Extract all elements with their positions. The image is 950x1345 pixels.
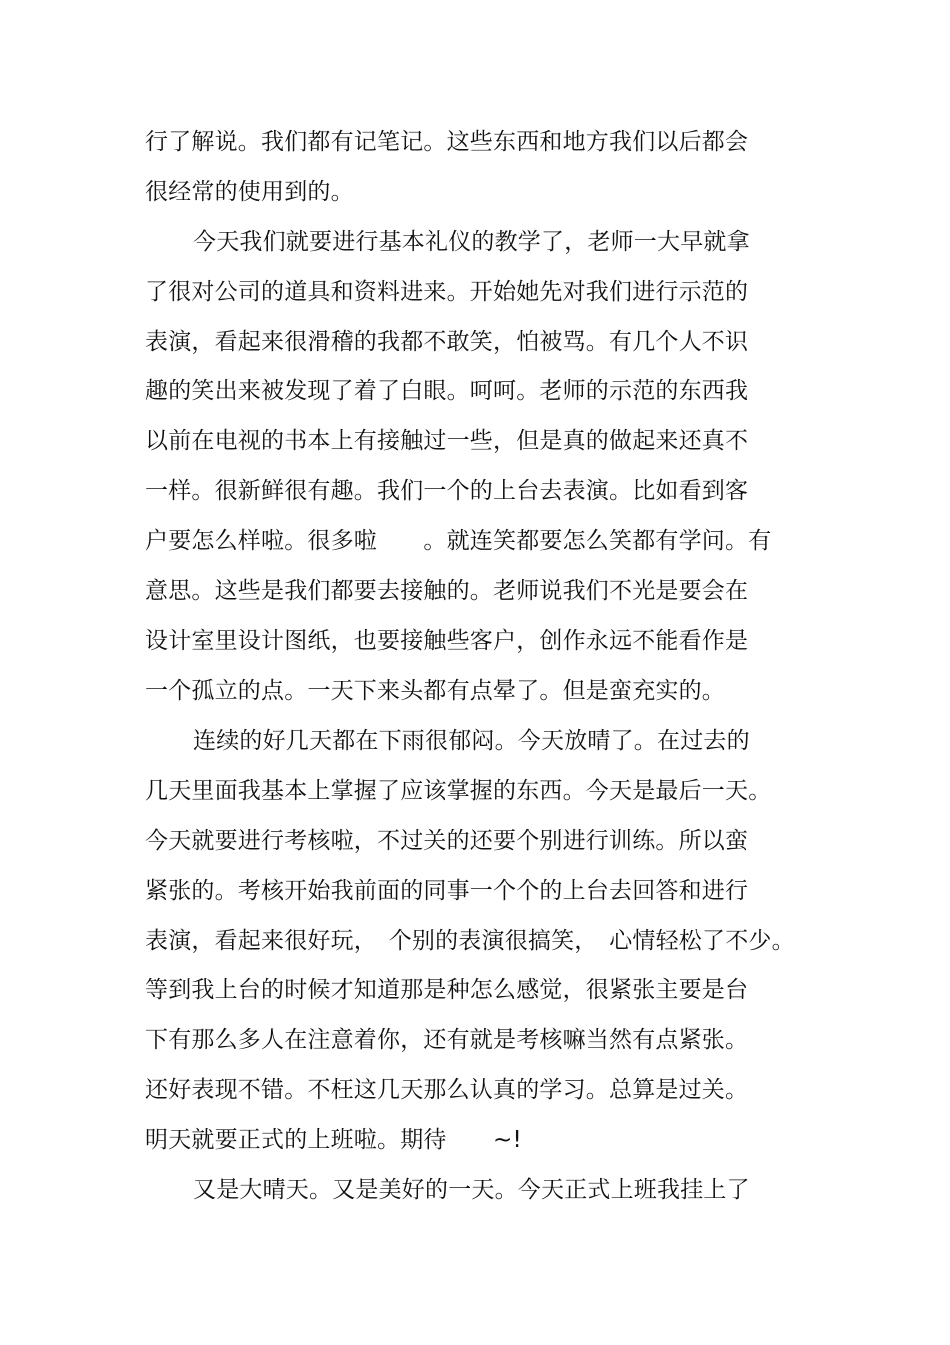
text-line: 意思。这些是我们都要去接触的。老师说我们不光是要会在 xyxy=(145,578,749,604)
text-line: 了很对公司的道具和资料进来。开始她先对我们进行示范的 xyxy=(145,279,749,305)
text-line: 一样。很新鲜很有趣。我们一个的上台去表演。比如看到客 xyxy=(145,478,749,504)
text-line: 今天就要进行考核啦，不过关的还要个别进行训练。所以蛮 xyxy=(145,828,749,854)
text-line: 行了解说。我们都有记笔记。这些东西和地方我们以后都会 xyxy=(145,129,749,155)
text-line: 以前在电视的书本上有接触过一些，但是真的做起来还真不 xyxy=(145,428,749,454)
text-line: 表演，看起来很滑稽的我都不敢笑，怕被骂。有几个人不识 xyxy=(145,329,749,355)
text-line: 很经常的使用到的。 xyxy=(145,179,354,205)
text-line: 表演，看起来很好玩， 个别的表演很搞笑， 心情轻松了不少。 xyxy=(145,928,795,954)
text-line: 紧张的。考核开始我前面的同事一个个的上台去回答和进行 xyxy=(145,878,749,904)
text-line: 几天里面我基本上掌握了应该掌握的东西。今天是最后一天。 xyxy=(145,778,772,804)
paragraph-first-line: 又是大晴天。又是美好的一天。今天正式上班我挂上了 xyxy=(193,1177,750,1203)
text-line: 明天就要正式的上班啦。期待 ~! xyxy=(145,1127,522,1153)
paragraph-first-line: 今天我们就要进行基本礼仪的教学了，老师一大早就拿 xyxy=(193,229,750,255)
text-line: 还好表现不错。不枉这几天那么认真的学习。总算是过关。 xyxy=(145,1077,749,1103)
text-line: 户要怎么样啦。很多啦 。就连笑都要怎么笑都有学问。有 xyxy=(145,528,772,554)
text-line: 等到我上台的时候才知道那是种怎么感觉，很紧张主要是台 xyxy=(145,977,749,1003)
paragraph-first-line: 连续的好几天都在下雨很郁闷。今天放晴了。在过去的 xyxy=(193,728,750,754)
text-line: 设计室里设计图纸，也要接触些客户，创作永远不能看作是 xyxy=(145,628,749,654)
text-line: 趣的笑出来被发现了着了白眼。呵呵。老师的示范的东西我 xyxy=(145,378,749,404)
text-line: 一个孤立的点。一天下来头都有点晕了。但是蛮充实的。 xyxy=(145,678,725,704)
text-line: 下有那么多人在注意着你，还有就是考核嘛当然有点紧张。 xyxy=(145,1027,749,1053)
